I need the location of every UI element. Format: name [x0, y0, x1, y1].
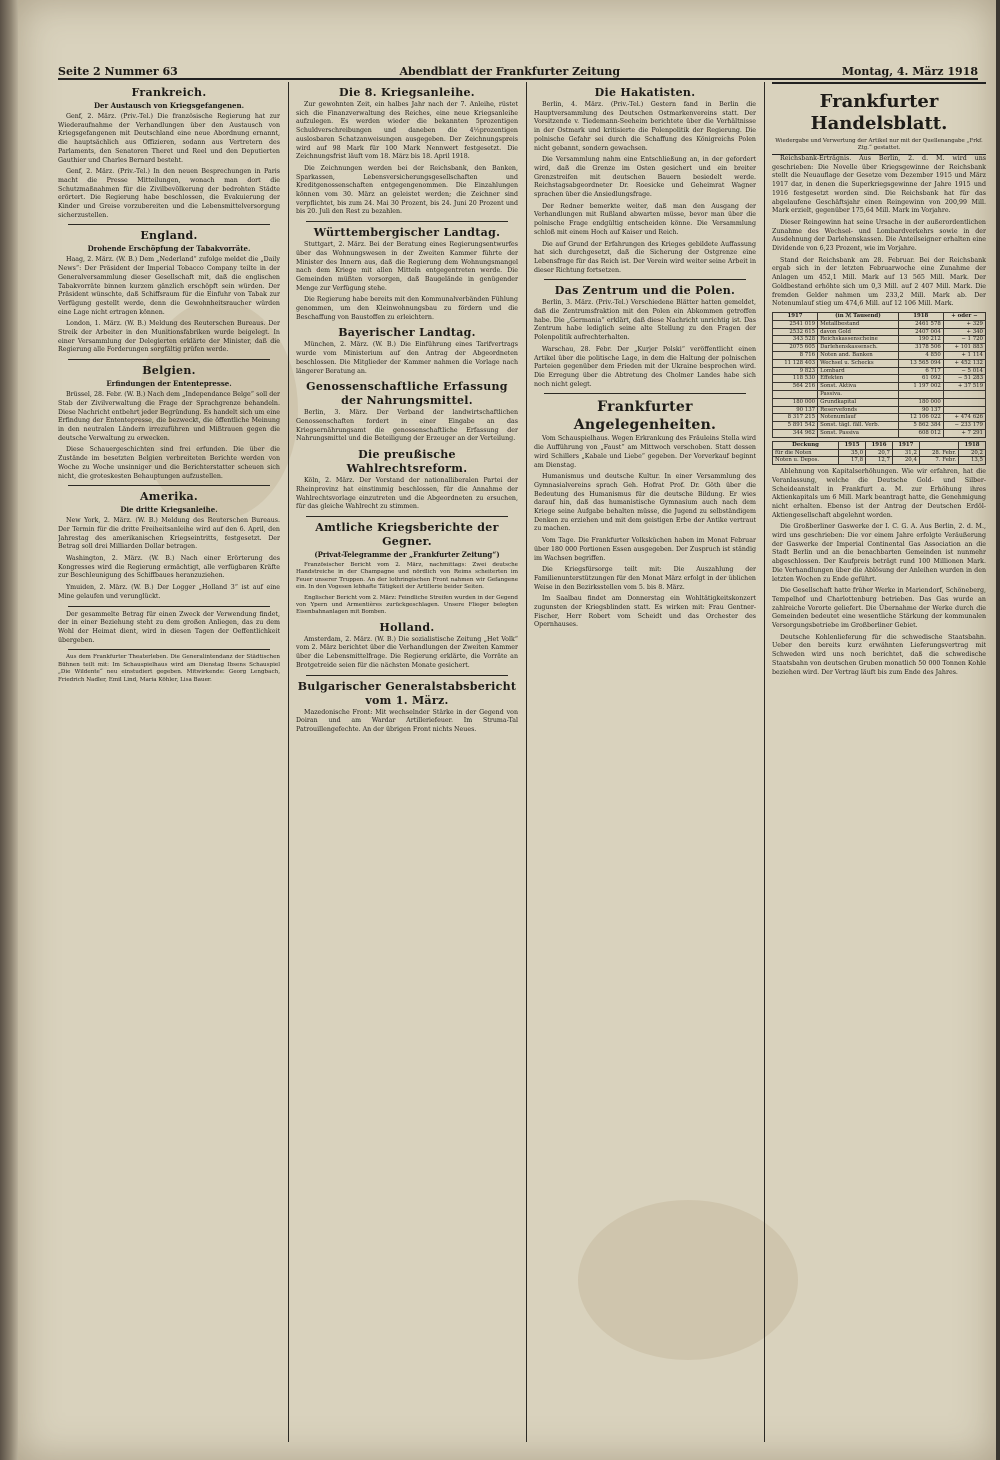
- table-header-cell: 1918: [959, 441, 986, 449]
- theater-notice: Aus dem Frankfurter Theaterleben. Die Generalintendanz der Städtischen Bühnen teilt mit: Im Schauspielhaus wird am Dienstag Ibsens Schauspiel „Die Wildente“ neu einstudiert gegeben. Mitwirkende: Georg Lengbach, Friedrich Nadler, Emil Lind, Maria Köhler, Lisa Bauer.: [58, 654, 280, 683]
- table-cell: 344 962: [773, 429, 818, 437]
- newspaper-page: [18, 0, 996, 1460]
- article-paragraph: Zur gewohnten Zeit, ein halbes Jahr nach der 7. Anleihe, rüstet sich die Finanzverwaltung des Reiches, eine neue Kriegsanleihe aufzulegen. Es werden wieder die bekannten 5prozentigen Schuldverschreibungen und daneben die 4½prozentigen auslosbaren Schatzanweisungen ausgegeben. Der Zeichnungspreis wird auf 98 Mark für 100 Mark Nennwert festgesetzt. Die Zeichnungsfrist läuft vom 18. März bis 18. April 1918.: [296, 101, 518, 161]
- table-cell: davon Gold: [818, 328, 899, 336]
- page-header: [58, 56, 978, 80]
- table-cell: 564 216: [773, 383, 818, 391]
- table-row: [773, 414, 986, 422]
- table-cell: − 51 283: [943, 375, 985, 383]
- table-cell: Metallbestand: [818, 320, 899, 328]
- article-paragraph: Vom Tage. Die Frankfurter Volksküchen haben im Monat Februar über 180 000 Portionen Essen ausgegeben. Der Zuspruch ist ständig im Wachsen begriffen.: [534, 537, 756, 562]
- table-cell: + 7 291: [943, 429, 985, 437]
- section-heading: Die preußische Wahlrechtsreform.: [346, 448, 468, 476]
- table-cell: + 474 626: [943, 414, 985, 422]
- table-cell: Sonst. tägl. fäll. Verb.: [818, 422, 899, 430]
- article-paragraph: Die Zeichnungen werden bei der Reichsbank, den Banken, Sparkassen, Lebensversicherungsgesellschaften und Kreditgenossenschaften entgegengenommen. Die Einzahlungen können vom 30. März an geleistet werden; die Zeichner sind verpflichtet, bis zum 24. Mai 30 Prozent, bis 24. Juni 20 Prozent und bis 20. Juli den Rest zu bezahlen.: [296, 164, 518, 216]
- table-row: [773, 359, 986, 367]
- article-paragraph: Reichsbank-Erträgnis. Aus Berlin, 2. d. M. wird uns geschrieben: Die Novelle über Kriegsgewinne der Reichsbank stellt die Neuauflage der Gesetze vom Dezember 1915 und März 1917 dar, in denen die Superkriegsgewinne der Jahre 1915 und 1916 festgesetzt worden sind. Die Reichsbank hat für das abgelaufene Geschäftsjahr einen Reingewinn von 200,99 Mill. Mark erzielt, gegenüber 175,64 Mill. Mark im Vorjahre.: [772, 155, 986, 215]
- section-heading: Genossenschaftliche Erfassung der Nahrungsmittel.: [306, 380, 508, 408]
- divider: [306, 675, 508, 676]
- table-header-cell: 1917: [773, 312, 818, 320]
- article-paragraph: Englischer Bericht vom 2. März: Feindliche Streifen wurden in der Gegend von Ypern und Armentières zurückgeschlagen. Unsere Flieger belegten Eisenbahnanlagen mit Bomben.: [296, 594, 518, 616]
- section-heading: Amtliche Kriegsberichte der Gegner.: [315, 520, 499, 548]
- column-2: [296, 82, 518, 1442]
- table-row: [773, 375, 986, 383]
- article-paragraph: Genf, 2. März. (Priv.-Tel.) In den neuen Besprechungen in Paris macht die Presse Mitteilungen, wonach man dort die Schutzmaßnahmen für die Zivilbevölkerung der bedrohten Städte erörtert. Die Regierung habe beschlossen, die Evakuierung der Kinder und Greise vorzubereiten und die Lebensmittelversorgung sicherzustellen.: [58, 168, 280, 219]
- table-cell: 1 197 002: [898, 383, 943, 391]
- table-cell: + 340: [943, 328, 985, 336]
- column-4: [772, 82, 986, 1442]
- handelsblatt-tagline: Wiedergabe und Verwertung der Artikel nur mit der Quellenangabe „Frkf. Ztg.“ gestattet.: [775, 138, 983, 151]
- table-header-cell: 1915: [839, 441, 866, 449]
- table-cell: Effekten: [818, 375, 899, 383]
- article-paragraph: Im Saalbau findet am Donnerstag ein Wohltätigkeitskonzert zugunsten der Kriegsblinden statt. Es wirken mit: Frau Gentner-Fischer, Herr Robert vom Scheidt und das Orchester des Opernhauses.: [534, 595, 756, 629]
- table-cell: 8 716: [773, 351, 818, 359]
- divider: [68, 224, 270, 225]
- article-paragraph: Berlin, 4. März. (Priv.-Tel.) Gestern fand in Berlin die Hauptversammlung des Deutschen Ostmarkenvereins statt. Der Vorsitzende v. Tiedemann-Seeheim berichtete über die Verhältnisse in der Ostmark und kritisierte die Polenpolitik der Regierung. Die polnische Gefahr sei durch die Schaffung des Königreichs Polen nicht gebannt, sondern gewachsen.: [534, 101, 756, 152]
- divider: [544, 279, 746, 280]
- table-row: [773, 383, 986, 391]
- column-3: [534, 82, 756, 1442]
- table-cell: 17,8: [839, 457, 866, 465]
- table-cell: 343 528: [773, 336, 818, 344]
- article-paragraph: Vom Schauspielhaus. Wegen Erkrankung des Fräuleins Stella wird die Aufführung von „Faust“ am Mittwoch verschoben. Statt dessen wird Schillers „Kabale und Liebe“ gegeben. Der Vorverkauf beginnt am Dienstag.: [534, 435, 756, 469]
- table-cell: 2407 004: [898, 328, 943, 336]
- handelsblatt-masthead: [772, 82, 986, 155]
- divider: [68, 485, 270, 486]
- article-paragraph: Die Gesellschaft hatte früher Werke in Mariendorf, Schöneberg, Tempelhof und Charlottenburg betrieben. Das Gas wurde an zahlreiche Vororte geliefert. Die Übernahme der Werke durch die Gemeinden bedeutet eine wesentliche Stärkung der kommunalen Versorgungsbetriebe im Großberliner Gebiet.: [772, 587, 986, 630]
- article-subheading: (Privat-Telegramme der „Frankfurter Zeitung“): [314, 549, 500, 559]
- article-paragraph: Berlin, 3. März. (Priv.-Tel.) Verschiedene Blätter hatten gemeldet, daß die Zentrumsfraktion mit den Polen ein Abkommen getroffen habe. Die „Germania“ erklärt, daß diese Nachricht unrichtig ist. Das Zentrum habe lediglich seine alte Stellung zu den Fragen der Polenpolitik aufrechterhalten.: [534, 299, 756, 342]
- table-cell: 61 092: [898, 375, 943, 383]
- table-cell: Grundkapital: [818, 398, 899, 406]
- article-paragraph: Humanismus und deutsche Kultur. In einer Versammlung des Gymnasialvereins sprach Geh. Hofrat Prof. Dr. Göth über die Bedeutung des Humanismus für die deutsche Bildung. Er wies darauf hin, daß das humanistische Gymnasium auch nach dem Kriege seine Aufgabe behalten müsse, die Jugend zu selbständigem Denken zu erziehen und mit dem geistigen Erbe der Antike vertraut zu machen.: [534, 473, 756, 533]
- table-cell: 118 530: [773, 375, 818, 383]
- table-cell: 90 137: [898, 406, 943, 414]
- column-rule: [764, 82, 765, 1442]
- article-paragraph: Amsterdam, 2. März. (W. B.) Die sozialistische Zeitung „Het Volk“ vom 2. März berichtet über die Verhandlungen der Zweiten Kammer über die Lebensmittelfrage. Die Regierung erklärte, die Vorräte an Brotgetreide seien für die nächsten Monate gesichert.: [296, 635, 518, 669]
- section-heading: Württembergischer Landtag.: [313, 226, 501, 240]
- column-1: [58, 82, 280, 1442]
- table-cell: 12 106 022: [898, 414, 943, 422]
- section-heading: Holland.: [379, 620, 435, 634]
- table-cell: Sonst. Passiva: [818, 429, 899, 437]
- coverage-table: [772, 441, 986, 465]
- table-cell: 5 862 384: [898, 422, 943, 430]
- article-subheading: Drohende Erschöpfung der Tabakvorräte.: [87, 244, 251, 254]
- handelsblatt-title: Frankfurter Handelsblatt.: [810, 91, 948, 134]
- divider: [544, 393, 746, 394]
- article-paragraph: Haag, 2. März. (W. B.) Dem „Nederland“ zufolge meldet die „Daily News“: Der Präsident der Imperial Tobacco Company teilte in der Generalversammlung dieser Gesellschaft mit, daß die englischen Tabakvorräte binnen kurzem gänzlich erschöpft sein würden. Der Präsident wünschte, daß Schiffsraum für die Einfuhr von Tabak zur Verfügung gestellt werde, denn die Gewohnheitsraucher würden eine Lage nicht ertragen können.: [58, 256, 280, 316]
- table-cell: Lombard: [818, 367, 899, 375]
- article-subheading: Die dritte Kriegsanleihe.: [120, 505, 218, 515]
- article-paragraph: Die Großberliner Gaswerke der I. C. G. A. Aus Berlin, 2. d. M., wird uns geschrieben: Die vor einem Jahre erfolgte Veräußerung der Gaswerke der Imperial Continental Gas Association an die Stadt Berlin und an die benachbarten Gemeinden ist nunmehr abgeschlossen. Der Kaufpreis beträgt rund 100 Millionen Mark. Die Verhandlungen über die Ablösung der Anleihen wurden in den letzten Wochen zu Ende geführt.: [772, 523, 986, 583]
- table-cell: Reservefonds: [818, 406, 899, 414]
- section-heading: Belgien.: [142, 364, 196, 378]
- section-heading: Die 8. Kriegsanleihe.: [339, 86, 475, 99]
- table-header-cell: [919, 441, 958, 449]
- table-row: [773, 398, 986, 406]
- table-cell: [898, 390, 943, 398]
- table-cell: Wechsel u. Schecks: [818, 359, 899, 367]
- table-row: [773, 336, 986, 344]
- table-cell: für die Noten: [773, 449, 839, 457]
- article-paragraph: Washington, 2. März. (W. B.) Nach einer Erörterung des Kongresses wird die Regierung ermächtigt, alle verfügbaren Kräfte zur Beschleunigung des Schiffbaues heranzuziehen.: [58, 555, 280, 580]
- column-rule: [288, 82, 289, 1442]
- table-row: [773, 390, 986, 398]
- table-cell: 20,4: [892, 457, 919, 465]
- table-cell: [943, 390, 985, 398]
- article-paragraph: Berlin, 3. März. Der Verband der landwirtschaftlichen Genossenschaften fordert in einer Eingabe an das Kriegsernährungsamt die genossenschaftliche Erfassung der Nahrungsmittel und die Beteiligung der Erzeuger an der Verteilung.: [296, 409, 518, 443]
- table-cell: Notenumlauf: [818, 414, 899, 422]
- table-cell: − 1 720: [943, 336, 985, 344]
- article-subheading: Der Austausch von Kriegsgefangenen.: [93, 101, 245, 110]
- article-paragraph: Stand der Reichsbank am 28. Februar. Bei der Reichsbank ergab sich in der letzten Februarwoche eine Zunahme der Anlagen um 452,1 Mill. Mark auf 13 565 Mill. Mark. Der Goldbestand erhöhte sich um 0,3 Mill. auf 2 407 Mill. Mark. Die fremden Gelder nahmen um 233,2 Mill. Mark ab. Der Notenumlauf stieg um 474,6 Mill. auf 12 106 Mill. Mark.: [772, 256, 986, 308]
- section-heading: England.: [140, 229, 198, 243]
- article-paragraph: Stuttgart, 2. März. Bei der Beratung eines Regierungsentwurfes über das Wohnungswesen in der Zweiten Kammer führte der Minister des Innern aus, daß die Regierung dem Wohnungsmangel nach dem Kriege mit allen Mitteln entgegentreten werde. Die Gemeinden müßten vorsorgen, daß Baugelände in genügender Menge zur Verfügung stehe.: [296, 241, 518, 292]
- table-cell: − 233 179: [943, 422, 985, 430]
- table-cell: 31,2: [892, 449, 919, 457]
- table-cell: 9 823: [773, 367, 818, 375]
- table-cell: 35,0: [839, 449, 866, 457]
- section-heading: Bayerischer Landtag.: [338, 326, 476, 340]
- table-cell: 90 137: [773, 406, 818, 414]
- table-cell: 13 565 094: [898, 359, 943, 367]
- article-paragraph: Mazedonische Front: Mit wechselnder Stärke in der Gegend von Doiran und am Wardar Artilleriefeuer. Im Struma-Tal Patrouillengefechte. An der übrigen Front nichts Neues.: [296, 708, 518, 733]
- header-masthead: Abendblatt der Frankfurter Zeitung: [399, 65, 621, 78]
- table-header-cell: + oder −: [943, 312, 985, 320]
- table-row: [773, 328, 986, 336]
- table-cell: + 101 883: [943, 344, 985, 352]
- section-heading: Bulgarischer Generalstabsbericht vom 1. März.: [297, 679, 517, 707]
- table-cell: 12,7: [866, 457, 893, 465]
- table-cell: 190 212: [898, 336, 943, 344]
- table-cell: Noten u. Depos.: [773, 457, 839, 465]
- table-row: [773, 320, 986, 328]
- table-cell: 6 717: [898, 367, 943, 375]
- section-heading: Die Hakatisten.: [594, 86, 696, 99]
- article-paragraph: Die Versammlung nahm eine Entschließung an, in der gefordert wird, daß die Grenze im Osten gesichert und ein breiter Grenzstreifen mit deutschen Bauern besiedelt werde. Reichstagsabgeordneter Dr. Roesicke und Geheimrat Wagner sprachen über die Ansiedlungsfrage.: [534, 156, 756, 199]
- article-paragraph: Die Kriegsfürsorge teilt mit: Die Auszahlung der Familienunterstützungen für den Monat März erfolgt in der üblichen Weise in den Bezirksstellen vom 5. bis 8. März.: [534, 566, 756, 591]
- article-paragraph: Der Redner bemerkte weiter, daß man den Ausgang der Verhandlungen mit Rußland abwarten müsse, bevor man über die polnische Frage endgültig entscheiden könne. Die Versammlung schloß mit einem Hoch auf Kaiser und Reich.: [534, 202, 756, 236]
- table-cell: 180 000: [773, 398, 818, 406]
- table-cell: 7. Febr.: [919, 457, 958, 465]
- table-cell: Sonst. Aktiva: [818, 383, 899, 391]
- table-cell: 3178 506: [898, 344, 943, 352]
- table-cell: 2461 578: [898, 320, 943, 328]
- table-header-cell: Deckung: [773, 441, 839, 449]
- table-cell: − 5 014: [943, 367, 985, 375]
- article-paragraph: Köln, 2. März. Der Vorstand der nationalliberalen Partei der Rheinprovinz hat einstimmig beschlossen, für die Annahme der Wahlrechtsvorlage einzutreten und die Abgeordneten zu ersuchen, für das gleiche Wahlrecht zu stimmen.: [296, 477, 518, 511]
- divider: [306, 516, 508, 517]
- article-paragraph: Ablehnung von Kapitalserhöhungen. Wie wir erfahren, hat die Veranlassung, welche die Deutsche Gold- und Silber-Scheideanstalt in Frankfurt a. M. zur Erhöhung ihres Aktienkapitals um 6 Mill. Mark beantragt hatte, die Genehmigung nicht erhalten. Ebenso ist der Antrag der Deutschen Erdöl-Aktiengesellschaft abgelehnt worden.: [772, 468, 986, 519]
- divider: [68, 649, 270, 650]
- table-cell: 4 850: [898, 351, 943, 359]
- article-paragraph: Warschau, 28. Febr. Der „Kurjer Polski“ veröffentlicht einen Artikel über die politische Lage, in dem die Haltung der polnischen Parteien gegenüber dem Frieden mit der Ukraine besprochen wird. Die Erregung über die Abtretung des Cholmer Landes habe sich noch nicht gelegt.: [534, 345, 756, 388]
- section-heading: Frankfurter Angelegenheiten.: [573, 399, 717, 434]
- divider: [68, 606, 270, 607]
- article-paragraph: Deutsche Kohlenlieferung für die schwedische Staatsbahn. Ueber den bereits kurz erwähnten Lieferungsvertrag mit Schweden wird uns noch berichtet, daß die schwedische Staatsbahn von deutschen Gruben monatlich 50 000 Tonnen Kohle beziehen wird. Der Vertrag läuft bis zum Ende des Jahres.: [772, 633, 986, 676]
- page-binding-edge: [0, 0, 18, 1460]
- table-header-cell: 1917: [892, 441, 919, 449]
- section-heading: Amerika.: [139, 490, 199, 504]
- article-paragraph: Genf, 2. März. (Priv.-Tel.) Die französische Regierung hat zur Wiederaufnahme der Verhandlungen über den Austausch von Kriegsgefangenen mit Deutschland eine neue Abordnung ernannt, die hauptsächlich aus Offizieren, sodann aus Vertretern des Parlaments, den Senatoren Theret und Reel und den Deputierten Gauthier und Charles Bernard besteht.: [58, 113, 280, 164]
- table-row: [773, 406, 986, 414]
- table-header-cell: 1916: [866, 441, 893, 449]
- table-cell: + 37 519: [943, 383, 985, 391]
- table-row: [773, 367, 986, 375]
- table-cell: Passiva.: [818, 390, 899, 398]
- article-paragraph: Brüssel, 28. Febr. (W. B.) Nach dem „Independance Belge“ soll der Stab der Zivilverwaltung die Frage der Sprachgrenze behandeln. Diese Nachricht entbehrt jeder Begründung. Es handelt sich um eine Erfindung der Ententepresse, die bezweckt, die öffentliche Meinung in den neutralen Ländern irrezuführen und Mißtrauen gegen die deutsche Verwaltung zu erwecken.: [58, 391, 280, 442]
- table-cell: 608 012: [898, 429, 943, 437]
- article-paragraph: Diese Schauergeschichten sind frei erfunden. Die über die Zustände im besetzten Belgien verbreiteten Berichte werden von Woche zu Woche unsinniger und die Berichterstatter scheuen sich nicht, die groteskesten Behauptungen aufzustellen.: [58, 446, 280, 480]
- table-row: [773, 429, 986, 437]
- article-paragraph: Die auf Grund der Erfahrungen des Krieges gebildete Auffassung hat sich durchgesetzt, daß die Sicherung der Ostgrenze eine Lebensfrage für das Reich ist. Der Verein wird weiter seine Arbeit in dieser Richtung fortsetzen.: [534, 240, 756, 274]
- table-cell: 2532 615: [773, 328, 818, 336]
- table-cell: 28. Febr.: [919, 449, 958, 457]
- section-heading: Das Zentrum und die Polen.: [554, 284, 736, 298]
- header-date: Montag, 4. März 1918: [841, 65, 978, 78]
- table-cell: 180 000: [898, 398, 943, 406]
- article-paragraph: Die Regierung habe bereits mit den Kommunalverbänden Fühlung genommen, um den Kleinwohnungsbau zu fördern und die Beschaffung von Baustoffen zu erleichtern.: [296, 296, 518, 321]
- table-cell: + 452 132: [943, 359, 985, 367]
- table-row: [773, 351, 986, 359]
- column-rule: [526, 82, 527, 1442]
- table-cell: [943, 406, 985, 414]
- table-header-cell: 1918: [898, 312, 943, 320]
- table-cell: + 1 114: [943, 351, 985, 359]
- article-paragraph: Dieser Reingewinn hat seine Ursache in der außerordentlichen Zunahme des Wechsel- und Lombardverkehrs sowie in der Ausdehnung der Darlehenskassen. Die Anteilseigner erhalten eine Dividende von 6,23 Prozent, wie im Vorjahre.: [772, 218, 986, 253]
- table-cell: 8 317 215: [773, 414, 818, 422]
- table-row: [773, 422, 986, 430]
- table-cell: 2075 605: [773, 344, 818, 352]
- table-cell: Darlehenskassensch.: [818, 344, 899, 352]
- table-cell: Reichskassenscheine: [818, 336, 899, 344]
- table-cell: 11 128 403: [773, 359, 818, 367]
- table-cell: 13,5: [959, 457, 986, 465]
- table-cell: + 329: [943, 320, 985, 328]
- reichsbank-balance-table: [772, 312, 986, 438]
- table-cell: 20,7: [866, 449, 893, 457]
- section-heading: Frankreich.: [131, 86, 207, 99]
- table-cell: 2541 019: [773, 320, 818, 328]
- article-paragraph: Ymuiden, 2. März. (W. B.) Der Logger „Holland 3“ ist auf eine Mine gelaufen und verunglückt.: [58, 584, 280, 600]
- table-cell: Noten and. Banken: [818, 351, 899, 359]
- article-paragraph: Französischer Bericht vom 2. März, nachmittags: Zwei deutsche Handstreiche in der Champagne und nördlich von Reims scheiterten im Feuer unserer Truppen. An der lothringischen Front nahmen wir Gefangene ein. In den Vogesen lebhafte Tätigkeit der Artillerie beider Seiten.: [296, 561, 518, 591]
- article-paragraph: München, 2. März. (W. B.) Die Einführung eines Tarifvertrags wurde vom Ministerium auf den Antrag der Abgeordneten beschlossen. Die Mitglieder der Kammer nahmen die Vorlage nach längerer Beratung an.: [296, 341, 518, 375]
- divider: [68, 359, 270, 360]
- table-row: [773, 344, 986, 352]
- divider: [306, 221, 508, 222]
- table-header-cell: (in ℳ Tausend): [818, 312, 899, 320]
- article-paragraph: New York, 2. März. (W. B.) Meldung des Reuterschen Bureaus. Der Termin für die dritte Freiheitsanleihe wird auf den 6. April, den Jahrestag des amerikanischen Kriegseintritts, festgesetzt. Der Betrag soll drei Milliarden Dollar betragen.: [58, 517, 280, 551]
- article-paragraph: Der gesammelte Betrag für einen Zweck der Verwendung findet, der in einer Beziehung steht zu dem großen Anliegen, das zu dem Wohl der Heimat dient, wird in diesen Tagen der Oeffentlichkeit übergeben.: [58, 610, 280, 644]
- table-cell: 5 891 542: [773, 422, 818, 430]
- header-page-number: Seite 2 Nummer 63: [58, 65, 178, 78]
- table-cell: 20,2: [959, 449, 986, 457]
- article-subheading: Erfindungen der Ententepresse.: [106, 379, 232, 389]
- table-cell: [943, 398, 985, 406]
- article-paragraph: London, 1. März. (W. B.) Meldung des Reuterschen Bureaus. Der Streik der Arbeiter in den Munitionsfabriken wurde beigelegt. In einer Versammlung der Delegierten erklärte der Minister, daß die Regierung alle Forderungen sorgfältig prüfen werde.: [58, 320, 280, 354]
- table-cell: [773, 390, 818, 398]
